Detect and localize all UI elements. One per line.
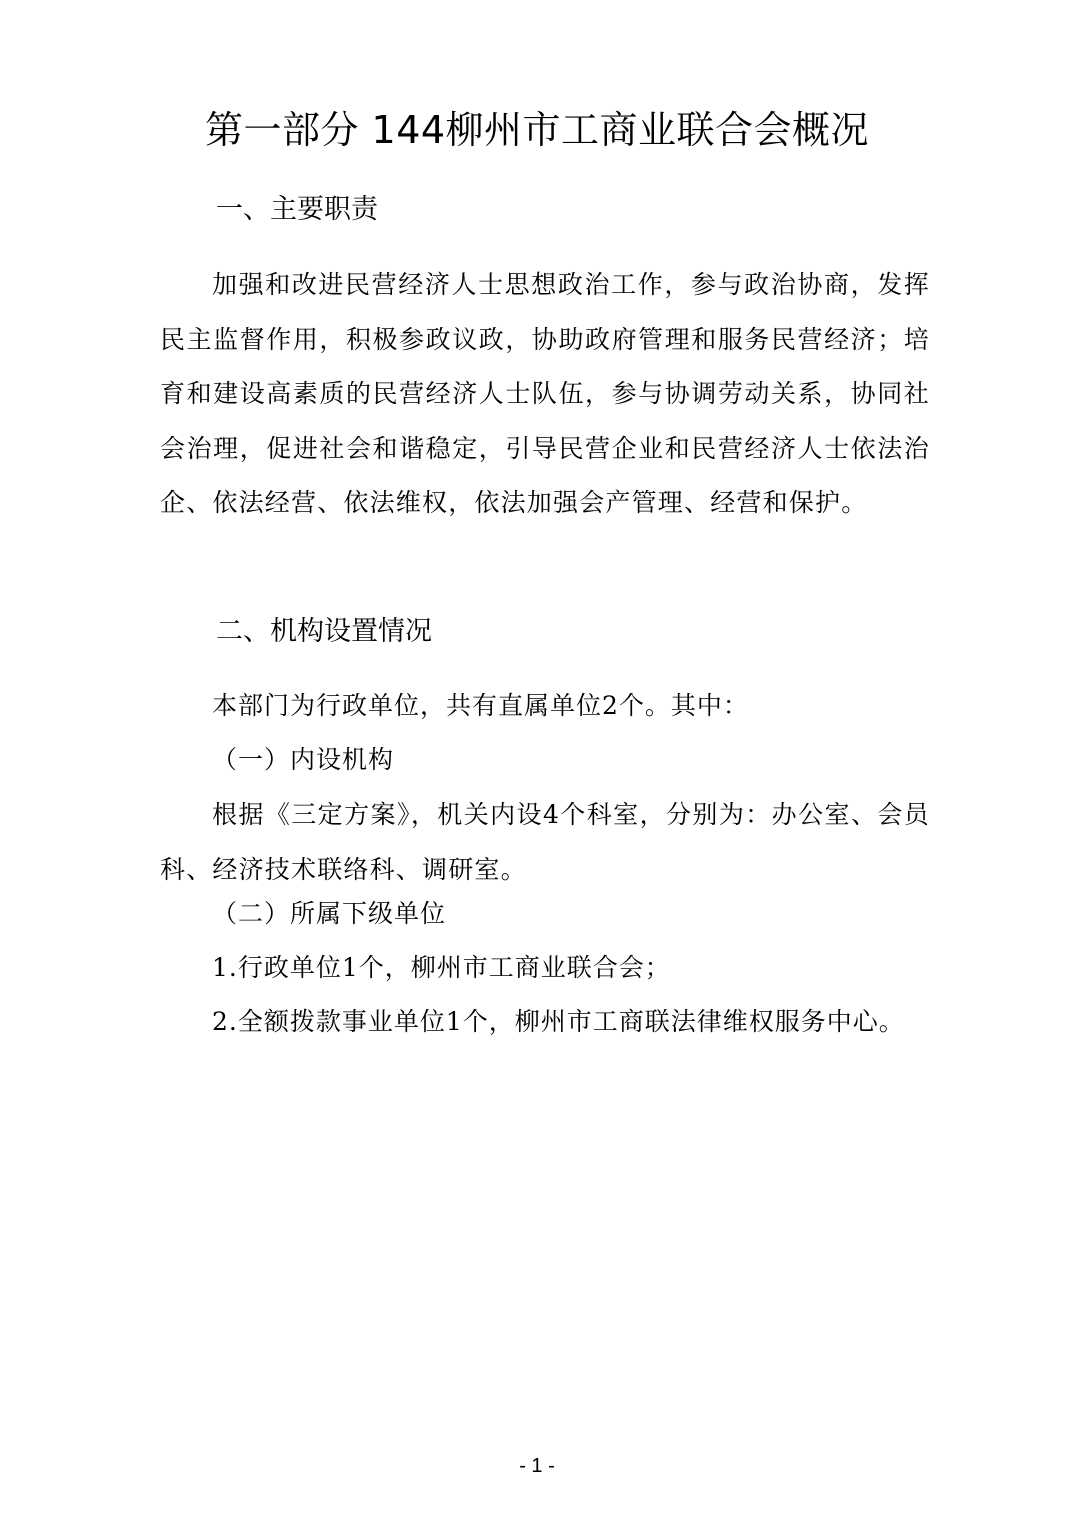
section-heading-organization: 二、机构设置情况: [216, 616, 432, 647]
document-title: 第一部分 144柳州市工商业联合会概况: [204, 108, 870, 152]
subsection-heading-internal: （一）内设机构: [212, 745, 395, 774]
list-item: 1.行政单位1个，柳州市工商业联合会；: [212, 953, 671, 982]
duties-paragraph: 加强和改进民营经济人士思想政治工作，参与政治协商，发挥民主监督作用，积极参政议政，协助政府管理和服务民营经济；培育和建设高素质的民营经济人士队伍，参与协调劳动关系，协同社会治理，促进社会和谐稳定，引导民营企业和民营经济人士依法治企、依法经营、依法维权，依法加强会产管理、经营和保护。: [160, 270, 930, 517]
page-number: - 1 -: [519, 1455, 555, 1477]
internal-departments-paragraph: 根据《三定方案》，机关内设4个科室，分别为：办公室、会员科、经济技术联络科、调研室。: [160, 800, 930, 884]
organization-intro: 本部门为行政单位，共有直属单位2个。其中：: [212, 691, 749, 720]
section-heading-duties: 一、主要职责: [216, 194, 378, 225]
list-item: 2.全额拨款事业单位1个，柳州市工商联法律维权服务中心。: [212, 1007, 905, 1036]
subsection-heading-subordinate: （二）所属下级单位: [212, 899, 447, 928]
